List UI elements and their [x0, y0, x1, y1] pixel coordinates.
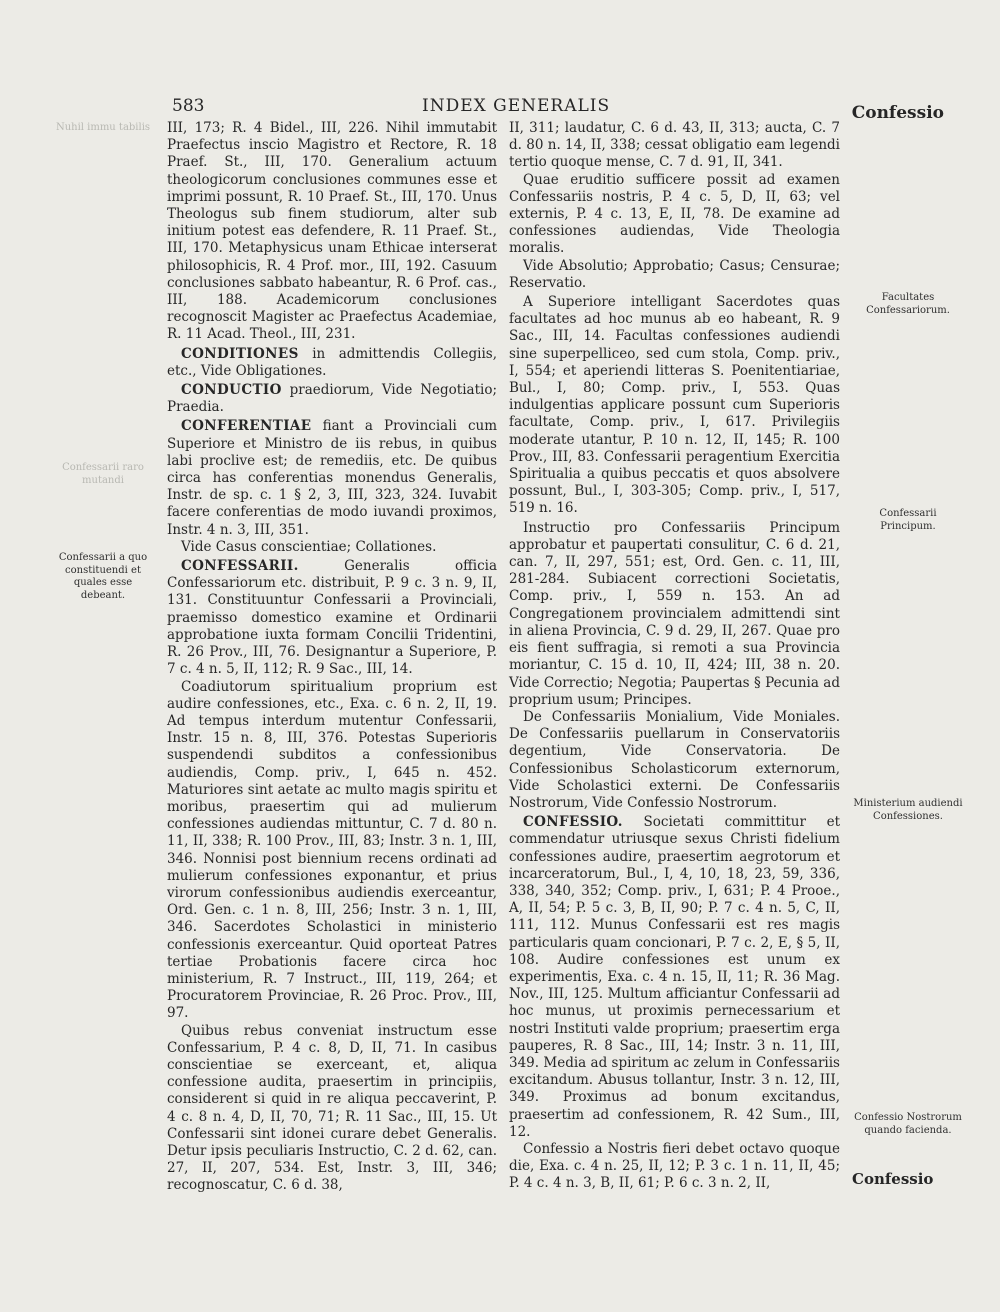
entry-paragraph: Vide Absolutio; Approbatio; Casus; Censurae; Reservatio.	[509, 257, 840, 291]
entry-heading: CONDUCTIO	[181, 382, 282, 399]
entry-paragraph: A Superiore intelligant Sacerdotes quas facultates ad hoc munus ab eo habeant, R. 9 Sac., III, 14. Facultas confessiones audiendi sine superpelliceo, sed cum stola, Comp. priv., I, 554; et aperiendi litteras S. Poenitentiariae, Bul., I, 80; Comp. priv., I, 553. Quas indulgentias applicare possunt cum Superioris facultate, Comp. priv., I, 617. Privilegiis moderate utantur, P. 10 n. 12, II, 145; R. 100 Prov., III, 83. Confessarii peragentium Exercitia Spiritualia a quibus peccatis et quos absolvere possunt, Bul., I, 303-305; Comp. priv., I, 517, 519 n. 16.	[509, 294, 840, 517]
entry-conferentiae	[167, 418, 497, 538]
entry-conductio	[167, 382, 497, 416]
entry-confessarii	[167, 558, 497, 678]
entry-paragraph: Coadiutorum spiritualium proprium est audire confessiones, etc., Exa. c. 6 n. 2, II, 19. Ad tempus interdum mutentur Confessarii, Instr. 15 n. 8, III, 376. Potestas Superioris suspendendi subditos a confessionibus audiendis, Comp. priv., I, 645 n. 452. Maturiores sint aetate ac multo magis spiritu et moribus, praesertim qui ad mulierum confessiones audiendas mittuntur, C. 7 d. 80 n. 11, II, 338; R. 100 Prov., III, 83; Instr. 3 n. 1, III, 346. Nonnisi post biennium recens ordinati ad mulierum confessiones exponantur, et prius virorum confessionibus audiendis exerceantur, Ord. Gen. c. 1 n. 8, III, 256; Instr. 3 n. 1, III, 346. Sacerdotes Scholastici in ministerio confessionis exerceantur. Quid oporteat Patres tertiae Probationis facere circa hoc ministerium, R. 7 Instruct., III, 119, 264; et Procuratorem Provinciae, R. 26 Proc. Prov., III, 97.	[167, 678, 497, 1022]
entry-paragraph: Vide Casus conscientiae; Collationes.	[181, 538, 437, 555]
entry-paragraph: Quae eruditio sufficere possit ad examen Confessariis nostris, P. 4 c. 5, D, II, 63; vel externis, P. 4 c. 13, E, II, 78. De examine ad confessiones audiendas, Vide Theologia moralis.	[509, 171, 840, 257]
entry-text: praediorum, Vide Negotiatio; Praedia.	[167, 382, 497, 416]
margin-note-confessio-nostrorum: Confessio Nostrorum quando facienda.	[854, 1112, 962, 1136]
running-head: INDEX GENERALIS	[422, 96, 611, 116]
entry-text: fiant a Provinciali cum Superiore et Ministro de iis rebus, in quibus labi proclive est; de remediis, etc. De quibus circa has conferentias monendus Generalis, Instr. de sp. c. 1 § 2, 3, III, 323, 324. Iuvabit facere conferentias de modo iuvandi proximos, Instr. 4 n. 3, III, 351.	[167, 418, 497, 538]
margin-note-facultates: Facultates Confessariorum.	[866, 292, 950, 316]
right-column	[509, 120, 840, 1193]
entry-confessio	[509, 814, 840, 1141]
margin-note-ministerium: Ministerium audiendi Confessiones.	[853, 798, 963, 822]
entry-paragraph: Confessio a Nostris fieri debet octavo quoque die, Exa. c. 4 n. 25, II, 12; P. 3 c. 1 n. 11, II, 45; P. 4 c. 4 n. 3, B, II, 61; P. 6 c. 3 n. 2, II,	[509, 1140, 840, 1192]
entry-paragraph: III, 173; R. 4 Bidel., III, 226. Nihil immutabit Praefectus inscio Magistro et Rectore, R. 18 Praef. St., III, 170. Generalium actuum theologicorum conclusiones communes esse et imprimi possunt, R. 10 Praef. St., III, 170. Unus Theologus sub finem studiorum, alter sub initium potest eas defendere, R. 11 Praef. St., III, 170. Metaphysicus unam Ethicae interserat philosophicis, R. 4 Prof. mor., III, 192. Casuum conclusiones sabbato habeantur, R. 6 Prof. cas., III, 188. Academicorum conclusiones recognoscit Magister ac Praefectus Academiae, R. 11 Acad. Theol., III, 231.	[167, 120, 497, 343]
ghost-margin-note: Nuhil immu tabilis	[55, 122, 151, 133]
catchword-bottom: Confessio	[852, 1170, 934, 1188]
entry-paragraph: De Confessariis Monialium, Vide Moniales. De Confessariis puellarum in Conservatoriis degentium, Vide Conservatoria. De Confessionibus Scholasticorum externorum, Vide Scholastici externi. De Confessariis Nostrorum, Vide Confessio Nostrorum.	[509, 708, 840, 811]
catchword-top: Confessio	[851, 103, 944, 123]
margin-note-confessarii-constituendi: Confessarii a quo constituendi et quales esse debeant.	[58, 552, 148, 601]
ghost-margin-note: Confessarii raro mutandi	[62, 462, 144, 486]
entry-heading: CONFERENTIAE	[181, 418, 312, 435]
entry-text: Societati committitur et commendatur utriusque sexus Christi fidelium confessiones audire, praesertim aegrotorum et incarceratorum, Bul., I, 4, 10, 18, 23, 59, 336, 338, 340, 352; Comp. priv., I, 631; P. 4 Prooe., A, II, 54; P. 5 c. 3, B, II, 90; P. 7 c. 4 n. 5, C, II, 111, 112. Munus Confessarii est res magis particularis quam concionari, P. 7 c. 2, E, § 5, II, 108. Audire confessiones est unum ex experimentis, Exa. c. 4 n. 15, II, 11; R. 36 Mag. Nov., III, 125. Multum afficiantur Confessarii ad hoc munus, ut proximis pernecessarium et nostri Instituti valde proprium; praesertim erga pauperes, R. 8 Sac., III, 14; Instr. 3 n. 11, III, 349. Media ad spiritum ac zelum in Confessariis excitandum. Abusus tollantur, Instr. 3 n. 12, III, 349. Proximus ad bonum excitandus, praesertim ad confessionem, R. 42 Sum., III, 12.	[509, 814, 840, 1140]
entry-heading: CONFESSARII.	[181, 558, 299, 575]
entry-paragraph: Quibus rebus conveniat instructum esse Confessarium, P. 4 c. 8, D, II, 71. In casibus conscientiae se exerceant, et, aliqua confessione audita, praesertim in principiis, considerent si quid in re aliqua peccaverint, P. 4 c. 8 n. 4, D, II, 70, 71; R. 11 Sac., III, 15. Ut Confessarii sint idonei curare debet Generalis. Detur ipsis peculiaris Instructio, C. 2 d. 62, can. 27, II, 207, 534. Est, Instr. 3, III, 346; recognoscatur, C. 6 d. 38,	[167, 1022, 497, 1194]
entry-heading: CONFESSIO.	[523, 814, 623, 831]
entry-paragraph: Instructio pro Confessariis Principum approbatur et paupertati consulitur, C. 6 d. 21, can. 7, II, 297, 551; est, Ord. Gen. c. 11, III, 281-284. Subiacent correctioni Societatis, Comp. priv., I, 559 n. 153. An ad Congregationem provincialem admittendi sint in aliena Provincia, C. 9 d. 29, II, 267. Quae pro eis fient suffragia, si remoti a sua Provincia moriantur, C. 15 d. 10, II, 424; III, 38 n. 20. Vide Correctio; Negotia; Paupertas § Pecunia ad proprium usum; Principes.	[509, 519, 840, 708]
margin-note-confessarii-principum: Confessarii Principum.	[879, 508, 937, 532]
entry-conditiones	[167, 346, 497, 380]
entry-heading: CONDITIONES	[181, 345, 299, 362]
page-number: 583	[172, 96, 205, 116]
entry-paragraph: II, 311; laudatur, C. 6 d. 43, II, 313; aucta, C. 7 d. 80 n. 14, II, 338; cessat obligatio eam legendi tertio quoque mense, C. 7 d. 91, II, 341.	[509, 120, 840, 171]
left-column	[167, 120, 497, 1195]
entry-text: in admittendis Collegiis, etc., Vide Obligationes.	[167, 345, 497, 379]
entry-text: Generalis officia Confessariorum etc. distribuit, P. 9 c. 3 n. 9, II, 131. Constituuntur Confessarii a Provinciali, praemisso domestico examine et Ordinarii approbatione iuxta formam Concilii Tridentini, R. 26 Prov., III, 76. Designantur a Superiore, P. 7 c. 4 n. 5, II, 112; R. 9 Sac., III, 14.	[167, 558, 497, 678]
